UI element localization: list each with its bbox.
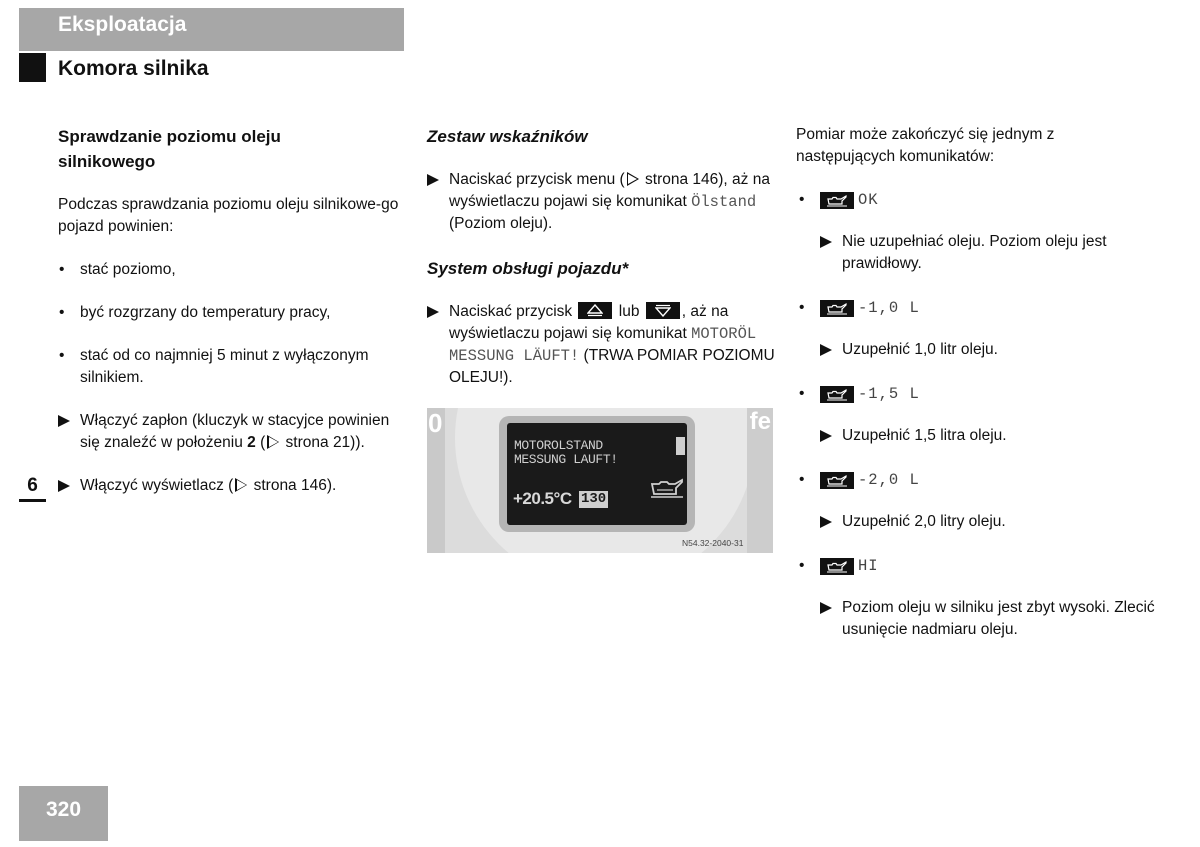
list-item-text: stać od co najmniej 5 minut z wyłączonym silnikiem. [80,347,369,386]
page-reference-icon [267,435,279,449]
message-code: -2,0 L [858,471,920,489]
gauge-digit-right: fe [749,408,771,435]
list-item: • być rozgrzany do temperatury pracy, [59,304,331,321]
step-text: Poziom oleju w silniku jest zbyt wysoki. Zlecić usunięcie nadmiaru oleju. [842,599,1155,638]
step-menu-button [427,169,777,235]
display-scroll-marker [676,437,685,455]
step-text: Włączyć wyświetlacz ( [80,477,234,494]
display-message-code: MOTORÖL MESSUNG LÄUFT! [449,325,757,365]
down-arrow-icon [646,302,680,319]
display-odometer: 130 [581,491,607,507]
step-ignition [58,410,408,454]
message-action [820,339,1156,361]
step-text: lub [614,303,644,320]
page-reference-link[interactable]: strona 146). [249,477,337,494]
message-code: -1,5 L [858,385,920,403]
display-line-2: MESSUNG LAUFT! [514,452,618,467]
chapter-title: Eksploatacja [58,13,187,36]
optional-star: * [621,259,629,278]
step-text: (Poziom oleju). [449,215,553,232]
message-code: OK [858,191,879,209]
message-code: HI [858,557,879,575]
step-arrow-icon [427,306,439,318]
list-item: • stać od co najmniej 5 minut z wyłączonym silnikiem. [59,347,369,386]
chapter-tab: 6 [27,475,38,496]
list-item: • OK [799,191,879,209]
step-text: , aż na wyświetlaczu pojawi się komunikat [449,303,729,342]
page-reference-icon [235,478,247,492]
message-code: -1,0 L [858,299,920,317]
list-item: • -1,0 L [799,299,920,317]
key-position: 2 [247,434,256,451]
step-text: Naciskać przycisk [449,303,577,320]
list-item: • -1,5 L [799,385,920,403]
step-text: Uzupełnić 1,5 litra oleju. [842,427,1007,444]
step-arrow-icon [427,174,439,186]
step-arrow-icon [820,430,832,442]
step-text: Naciskać przycisk menu ( [449,171,625,188]
message-action [820,511,1156,533]
instrument-cluster-photo [427,408,773,553]
heading-oil-check: Sprawdzanie poziomu oleju silnikowego [58,127,281,171]
oil-can-icon [820,386,854,403]
section-marker [19,53,46,82]
column-1 [58,124,408,497]
step-display [58,475,408,497]
list-item-text: stać poziomo, [80,261,176,278]
step-arrow-buttons [427,301,777,389]
step-arrow-icon [58,480,70,492]
up-arrow-icon [578,302,612,319]
gauge-digit-left: 0 [428,408,443,438]
list-item: • -2,0 L [799,471,920,489]
step-arrow-icon [58,415,70,427]
message-action [820,231,1156,275]
step-text: Nie uzupełniać oleju. Poziom oleju jest prawidłowy. [842,233,1107,272]
step-text: Włączyć zapłon (kluczyk w stacyjce powinien się znaleźć w położeniu [80,412,390,451]
step-arrow-icon [820,516,832,528]
column-3 [796,124,1156,641]
step-arrow-icon [820,344,832,356]
image-reference-code: N54.32-2040-31 [682,538,744,548]
step-text: Uzupełnić 1,0 litr oleju. [842,341,998,358]
heading-text: System obsługi pojazdu [427,259,622,278]
oil-can-icon [820,192,854,209]
intro-paragraph: Podczas sprawdzania poziomu oleju silnikowe-go pojazd powinien: [58,196,399,235]
step-arrow-icon [820,602,832,614]
step-text: (TRWA POMIAR POZIOMU OLEJU!). [449,347,775,386]
page-number: 320 [45,798,82,821]
display-message-code: Ölstand [691,193,757,211]
list-item: • HI [799,557,879,575]
message-action [820,425,1156,447]
column-2 [427,124,777,389]
section-title: Komora silnika [58,57,209,80]
list-item: • stać poziomo, [59,261,176,278]
page-reference-link[interactable]: strona 21)). [281,434,365,451]
page-reference-icon [627,172,639,186]
step-arrow-icon [820,236,832,248]
oil-can-icon [820,472,854,489]
display-temperature: +20.5°C [513,489,572,508]
heading-instrument-cluster: Zestaw wskaźników [427,127,588,146]
list-item-text: być rozgrzany do temperatury pracy, [80,304,331,321]
oil-can-icon [820,558,854,575]
display-line-1: MOTOROLSTAND [514,438,603,453]
oil-can-icon [820,300,854,317]
step-text: ( [255,434,266,451]
results-intro: Pomiar może zakończyć się jednym z następujących komunikatów: [796,126,1055,165]
step-text: strona 146), aż na wyświetlaczu pojawi się komunikat [449,171,770,210]
oil-can-icon [649,475,685,499]
step-text: Uzupełnić 2,0 litry oleju. [842,513,1006,530]
message-action [820,597,1156,641]
heading-service-system [427,256,777,281]
chapter-tab-underline [19,499,46,502]
